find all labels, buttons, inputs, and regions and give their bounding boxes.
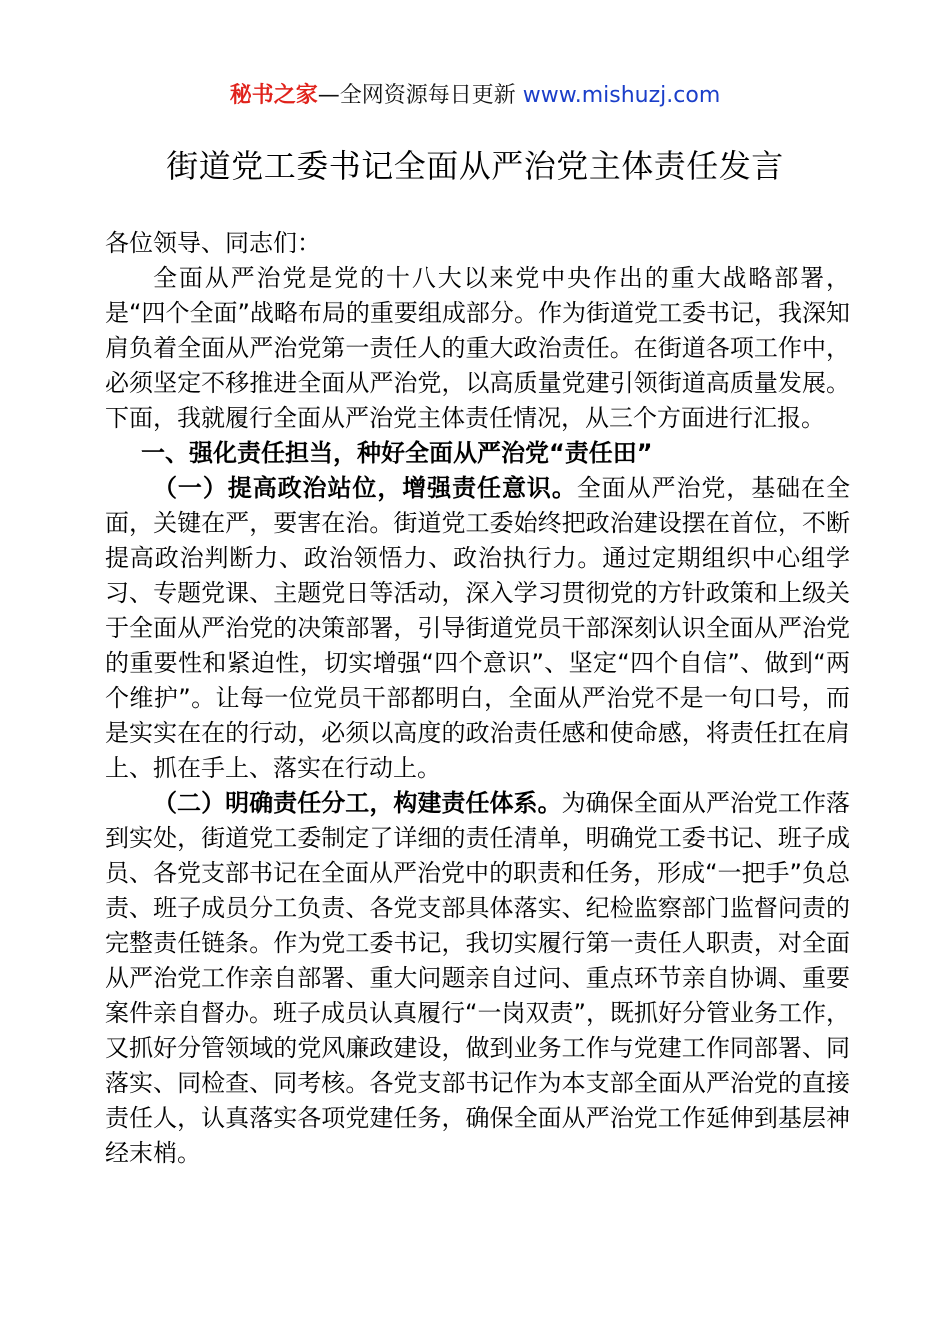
subsection-2-text: 为确保全面从严治党工作落到实处，街道党工委制定了详细的责任清单，明确党工委书记、班子成员、各党支部书记在全面从严治党中的职责和任务，形成“一把手”负总责、班子成员分工负责、各党支部具体落实、纪检监察部门监督问责的完整责任链条。作为党工委书记，我切实履行第一责任人职责，对全面从严治党工作亲自部署、重大问题亲自过问、重点环节亲自协调、重要案件亲自督办。班子成员认真履行“一岗双责”，既抓好分管业务工作，又抓好分管领域的党风廉政建设，做到业务工作与党建工作同部署、同落实、同检查、同考核。各党支部书记作为本支部全面从严治党的直接责任人，认真落实各项党建任务，确保全面从严治党工作延伸到基层神经末梢。: [105, 789, 851, 1167]
banner-url-link[interactable]: www.mishuzj.com: [522, 83, 721, 108]
banner-slogan: —全网资源每日更新: [317, 83, 523, 108]
subsection-2-paragraph: [105, 786, 850, 1171]
banner-brand: 秘书之家: [229, 83, 318, 108]
document-body: [105, 226, 850, 1171]
document-title: 街道党工委书记全面从严治党主体责任发言: [166, 147, 784, 185]
subsection-1-lead: （一）提高政治站位，增强责任意识。: [153, 474, 577, 502]
intro-paragraph: 全面从严治党是党的十八大以来党中央作出的重大战略部署，是“四个全面”战略布局的重要组成部分。作为街道党工委书记，我深知肩负着全面从严治党第一责任人的重大政治责任。在街道各项工作中，必须坚定不移推进全面从严治党，以高质量党建引领街道高质量发展。下面，我就履行全面从严治党主体责任情况，从三个方面进行汇报。: [105, 264, 850, 432]
subsection-1-text: 全面从严治党，基础在全面，关键在严，要害在治。街道党工委始终把政治建设摆在首位，不断提高政治判断力、政治领悟力、政治执行力。通过定期组织中心组学习、专题党课、主题党日等活动，深入学习贯彻党的方针政策和上级关于全面从严治党的决策部署，引导街道党员干部深刻认识全面从严治党的重要性和紧迫性，切实增强“四个意识”、坚定“四个自信”、做到“两个维护”。让每一位党员干部都明白，全面从严治党不是一句口号，而是实实在在的行动，必须以高度的政治责任感和使命感，将责任扛在肩上、抓在手上、落实在行动上。: [105, 474, 851, 782]
subsection-2-lead: （二）明确责任分工，构建责任体系。: [153, 789, 562, 817]
site-banner: [0, 80, 950, 112]
section-1-heading: 一、强化责任担当，种好全面从严治党“责任田”: [141, 439, 653, 467]
salutation: 各位领导、同志们：: [105, 229, 321, 257]
subsection-1-paragraph: [105, 471, 850, 786]
